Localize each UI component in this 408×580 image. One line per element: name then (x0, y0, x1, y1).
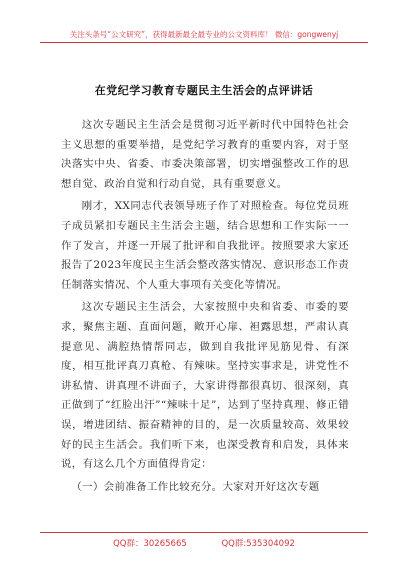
paragraph: 这次专题民主生活会是贯彻习近平新时代中国特色社会主义思想的重要举措，是党纪学习教育的重要内容，对于坚决落实中央、省委、市委决策部署，切实增强整改工作的思想自觉、政治自觉和行动自觉，具有重要意义。 (61, 119, 349, 190)
paragraph-subheading: （一）会前准备工作比较充分。大家对开好这次专题 (71, 480, 320, 493)
footer-qq-group-1: QQ群：30265665 (113, 539, 187, 549)
paragraph: 刚才，XX同志代表领导班子作了对照检查。每位党员班子成员紧扣专题民主生活会主题，结合思想和工作实际一一作了发言，并逐一开展了批评和自我批评。按照要求大家还报告了2023年度民主生活会整改落实情况、意识形态工作责任制落实情况、个人重大事项有关变化等情况。 (61, 200, 349, 291)
header-divider (40, 42, 368, 43)
footer-qq-group-2: QQ群:535304092 (221, 539, 295, 549)
document-title: 在党纪学习教育专题民主生活会的点评讲话 (94, 84, 314, 97)
footer-divider (40, 532, 368, 533)
footer (0, 537, 408, 549)
paragraph: 这次专题民主生活会，大家按照中央和省委、市委的要求，聚焦主题、直面问题，敞开心扉、袒露思想，严肃认真提意见、满腔热情帮同志，做到自我批评见筋见骨、有深度，相互批评真刀真枪、有辣味。坚持实事求是，讲党性不讲私情、讲真理不讲面子，大家讲得都很真切、很深刻，真正做到了“红脸出汗”“辣味十足”，达到了坚持真理、修正错误，增进团结、振奋精神的目的，是一次质量较高、效果较好的民主生活会。我们听下来，也深受教育和启发，具体来说，有这么几个方面值得肯定： (61, 301, 349, 471)
header-notice: 关注头条号“公文研究”，获得最新最全最专业的公文资料库！ 微信：gongwenyj (69, 30, 339, 39)
document-body (61, 116, 349, 500)
